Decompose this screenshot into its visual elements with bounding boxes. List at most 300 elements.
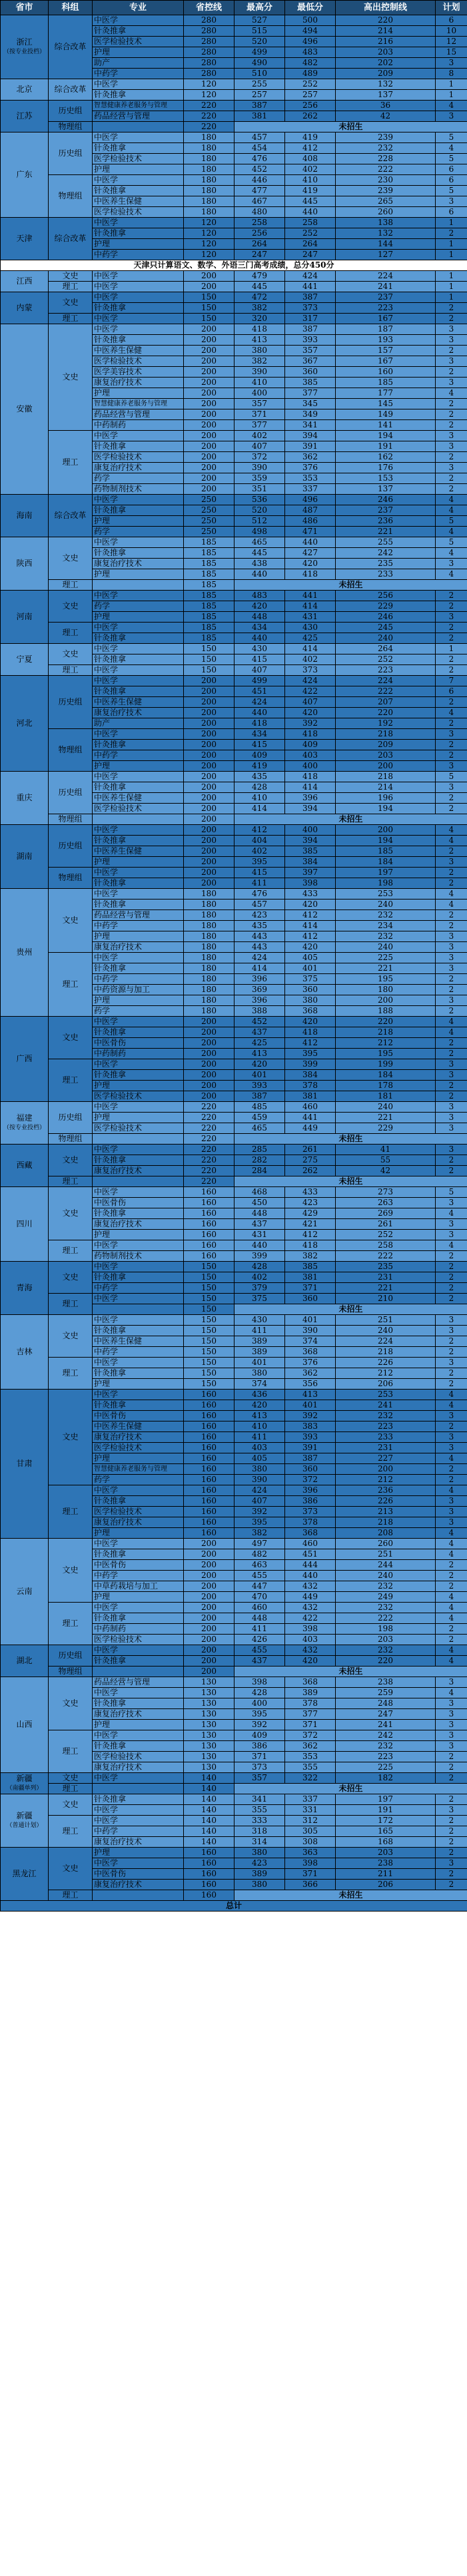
province-cell <box>1 132 49 218</box>
province-note: （普通计划） <box>6 1822 43 1829</box>
plan-cell: 2 <box>436 921 467 931</box>
plan-cell: 2 <box>436 1379 467 1390</box>
control-line-cell: 140 <box>184 1784 234 1794</box>
control-line-cell: 130 <box>184 1698 234 1709</box>
min-score-cell: 312 <box>285 1816 336 1826</box>
above-line-cell: 240 <box>336 942 436 953</box>
min-score-cell: 398 <box>285 878 336 889</box>
control-line-cell: 200 <box>184 463 234 473</box>
plan-cell: 3 <box>436 1145 467 1155</box>
province-name: 北京 <box>16 85 33 94</box>
min-score-cell: 367 <box>285 356 336 367</box>
group-cell: 文史 <box>49 292 93 314</box>
plan-cell: 2 <box>436 1006 467 1017</box>
province-name: 宁夏 <box>16 654 33 664</box>
min-score-cell: 432 <box>285 1581 336 1592</box>
max-score-cell: 379 <box>234 1283 285 1294</box>
max-score-cell: 451 <box>234 686 285 697</box>
group-cell: 文史 <box>49 591 93 623</box>
above-line-cell: 234 <box>336 921 436 931</box>
min-score-cell: 337 <box>285 484 336 495</box>
plan-cell: 1 <box>436 79 467 90</box>
min-score-cell: 421 <box>285 1219 336 1230</box>
table-row <box>1 772 467 782</box>
max-score-cell: 482 <box>234 1549 285 1560</box>
plan-cell: 4 <box>436 1603 467 1613</box>
major-cell: 针灸推拿 <box>93 1272 184 1283</box>
min-score-cell: 368 <box>285 1006 336 1017</box>
above-line-cell: 224 <box>336 1336 436 1347</box>
major-cell: 药品经营与管理 <box>93 910 184 921</box>
control-line-cell: 150 <box>184 292 234 303</box>
table-row <box>1 1667 467 1677</box>
control-line-cell: 160 <box>184 1421 234 1432</box>
max-score-cell: 380 <box>234 346 285 356</box>
above-line-cell: 176 <box>336 463 436 473</box>
group-cell: 文史 <box>49 324 93 431</box>
plan-cell: 3 <box>436 559 467 569</box>
max-score-cell: 390 <box>234 1475 285 1485</box>
major-cell: 中草药栽培与加工 <box>93 1581 184 1592</box>
min-score-cell: 422 <box>285 686 336 697</box>
control-line-cell: 200 <box>184 399 234 409</box>
major-cell: 护理 <box>93 388 184 399</box>
plan-cell: 2 <box>436 1155 467 1166</box>
min-score-cell: 374 <box>285 1336 336 1347</box>
max-score-cell: 499 <box>234 47 285 58</box>
max-score-cell: 401 <box>234 1070 285 1081</box>
plan-cell: 1 <box>436 239 467 250</box>
max-score-cell: 455 <box>234 1571 285 1581</box>
table-row <box>1 889 467 900</box>
plan-cell: 1 <box>436 90 467 101</box>
control-line-cell: 160 <box>184 1507 234 1517</box>
plan-cell: 2 <box>436 1294 467 1304</box>
max-score-cell: 425 <box>234 1038 285 1049</box>
min-score-cell: 403 <box>285 1635 336 1645</box>
above-line-cell: 261 <box>336 1219 436 1230</box>
above-line-cell: 222 <box>336 1613 436 1624</box>
control-line-cell: 180 <box>184 186 234 196</box>
control-line-cell: 220 <box>184 111 234 122</box>
above-line-cell: 260 <box>336 1539 436 1549</box>
min-score-cell: 425 <box>285 633 336 644</box>
max-score-cell: 410 <box>234 793 285 804</box>
control-line-cell: 200 <box>184 676 234 686</box>
plan-cell: 3 <box>436 1315 467 1326</box>
min-score-cell: 423 <box>285 1198 336 1208</box>
total-row <box>1 1901 467 1912</box>
min-score-cell: 419 <box>285 186 336 196</box>
control-line-cell: 180 <box>184 889 234 900</box>
group-cell: 历史组 <box>49 772 93 814</box>
plan-cell: 5 <box>436 154 467 164</box>
control-line-cell: 160 <box>184 1443 234 1453</box>
plan-cell: 4 <box>436 1528 467 1539</box>
table-row <box>1 623 467 633</box>
above-line-cell: 232 <box>336 1603 436 1613</box>
above-line-cell: 198 <box>336 1624 436 1635</box>
major-cell: 针灸推拿 <box>93 1496 184 1507</box>
plan-cell: 3 <box>436 1677 467 1688</box>
plan-cell: 5 <box>436 537 467 548</box>
plan-cell: 2 <box>436 1336 467 1347</box>
plan-cell: 2 <box>436 1081 467 1091</box>
max-score-cell: 420 <box>234 1059 285 1070</box>
above-line-cell: 263 <box>336 1198 436 1208</box>
max-score-cell: 371 <box>234 1752 285 1762</box>
table-row <box>1 1390 467 1400</box>
min-score-cell: 494 <box>285 26 336 37</box>
major-cell: 护理 <box>93 1453 184 1464</box>
major-cell: 中医学 <box>93 282 184 292</box>
major-cell: 康复治疗技术 <box>93 1219 184 1230</box>
major-cell: 中医学 <box>93 79 184 90</box>
min-score-cell: 401 <box>285 1400 336 1411</box>
control-line-cell: 200 <box>184 473 234 484</box>
plan-cell: 3 <box>436 1507 467 1517</box>
max-score-cell: 428 <box>234 782 285 793</box>
major-cell: 医学检验技术 <box>93 356 184 367</box>
major-cell: 医学检验技术 <box>93 452 184 463</box>
major-cell: 针灸推拿 <box>93 1208 184 1219</box>
major-cell <box>93 1784 184 1794</box>
min-score-cell: 322 <box>285 1773 336 1784</box>
min-score-cell: 486 <box>285 516 336 527</box>
control-line-cell: 200 <box>184 346 234 356</box>
province-cell <box>1 537 49 591</box>
plan-cell: 4 <box>436 569 467 580</box>
min-score-cell: 402 <box>285 654 336 665</box>
above-line-cell: 197 <box>336 1794 436 1805</box>
group-cell: 综合改革 <box>49 495 93 537</box>
min-score-cell: 414 <box>285 782 336 793</box>
above-line-cell: 157 <box>336 346 436 356</box>
above-line-cell: 184 <box>336 857 436 868</box>
min-score-cell: 373 <box>285 665 336 676</box>
plan-cell: 4 <box>436 1390 467 1400</box>
max-score-cell: 431 <box>234 1230 285 1240</box>
above-line-cell: 137 <box>336 484 436 495</box>
control-line-cell: 180 <box>184 942 234 953</box>
max-score-cell: 447 <box>234 1581 285 1592</box>
province-name: 四川 <box>16 1219 33 1228</box>
above-line-cell: 255 <box>336 537 436 548</box>
above-line-cell: 194 <box>336 804 436 814</box>
control-line-cell: 220 <box>184 1123 234 1134</box>
total-label: 总计 <box>1 1901 467 1912</box>
min-score-cell: 357 <box>285 346 336 356</box>
major-cell: 中医学 <box>93 1240 184 1251</box>
above-line-cell: 239 <box>336 132 436 143</box>
plan-cell: 3 <box>436 953 467 963</box>
min-score-cell: 430 <box>285 623 336 633</box>
above-line-cell: 200 <box>336 761 436 772</box>
max-score-cell: 404 <box>234 836 285 846</box>
min-score-cell: 368 <box>285 1677 336 1688</box>
major-cell: 中医学 <box>93 644 184 654</box>
max-score-cell: 445 <box>234 282 285 292</box>
min-score-cell: 496 <box>285 495 336 505</box>
min-score-cell: 360 <box>285 1294 336 1304</box>
major-cell: 中医学 <box>93 324 184 335</box>
control-line-cell: 120 <box>184 228 234 239</box>
above-line-cell: 246 <box>336 612 436 623</box>
major-cell: 中医学 <box>93 623 184 633</box>
control-line-cell: 185 <box>184 633 234 644</box>
min-score-cell: 460 <box>285 1539 336 1549</box>
control-line-cell: 280 <box>184 69 234 79</box>
above-line-cell: 233 <box>336 1432 436 1443</box>
max-score-cell: 419 <box>234 761 285 772</box>
above-line-cell: 225 <box>336 1762 436 1773</box>
table-row <box>1 1294 467 1304</box>
major-cell: 医学检验技术 <box>93 1507 184 1517</box>
max-score-cell: 435 <box>234 772 285 782</box>
max-score-cell: 355 <box>234 1805 285 1816</box>
major-cell: 针灸推拿 <box>93 878 184 889</box>
min-score-cell: 275 <box>285 1155 336 1166</box>
major-cell: 助产 <box>93 58 184 69</box>
above-line-cell: 195 <box>336 974 436 985</box>
major-cell: 针灸推拿 <box>93 143 184 154</box>
min-score-cell: 400 <box>285 761 336 772</box>
table-row <box>1 1645 467 1656</box>
min-score-cell: 412 <box>285 910 336 921</box>
above-line-cell: 203 <box>336 47 436 58</box>
max-score-cell: 341 <box>234 1794 285 1805</box>
major-cell: 中医学 <box>93 825 184 836</box>
plan-cell: 3 <box>436 356 467 367</box>
above-line-cell: 197 <box>336 868 436 878</box>
major-cell: 药学 <box>93 1475 184 1485</box>
plan-cell: 5 <box>436 186 467 196</box>
major-cell: 中医学 <box>93 292 184 303</box>
tianjin-note: 天津只计算语文、数学、外语三门高考成绩，总分450分 <box>1 260 467 271</box>
plan-cell: 3 <box>436 1698 467 1709</box>
major-cell: 中医学 <box>93 868 184 878</box>
plan-cell: 2 <box>436 868 467 878</box>
above-line-cell: 224 <box>336 676 436 686</box>
max-score-cell: 411 <box>234 878 285 889</box>
table-row <box>1 1059 467 1070</box>
min-score-cell: 440 <box>285 1571 336 1581</box>
max-score-cell: 418 <box>234 718 285 729</box>
control-line-cell: 220 <box>184 1102 234 1113</box>
above-line-cell: 184 <box>336 1070 436 1081</box>
above-line-cell: 203 <box>336 1848 436 1858</box>
control-line-cell: 200 <box>184 271 234 282</box>
province-name: 云南 <box>16 1587 33 1596</box>
min-score-cell: 331 <box>285 1805 336 1816</box>
min-score-cell: 399 <box>285 1059 336 1070</box>
major-cell: 药学 <box>93 1006 184 1017</box>
major-cell: 中药制药 <box>93 420 184 431</box>
min-score-cell: 418 <box>285 729 336 740</box>
province-cell <box>1 1262 49 1315</box>
min-score-cell: 392 <box>285 718 336 729</box>
plan-cell: 3 <box>436 857 467 868</box>
above-line-cell: 200 <box>336 825 436 836</box>
control-line-cell: 180 <box>184 154 234 164</box>
min-score-cell: 420 <box>285 559 336 569</box>
control-line-cell: 160 <box>184 1390 234 1400</box>
above-line-cell: 237 <box>336 505 436 516</box>
above-line-cell: 231 <box>336 1272 436 1283</box>
plan-cell: 3 <box>436 963 467 974</box>
min-score-cell: 353 <box>285 473 336 484</box>
max-score-cell: 314 <box>234 1837 285 1848</box>
control-line-cell: 200 <box>184 388 234 399</box>
major-cell: 针灸推拿 <box>93 1794 184 1805</box>
plan-cell: 1 <box>436 292 467 303</box>
control-line-cell: 200 <box>184 335 234 346</box>
max-score-cell: 382 <box>234 356 285 367</box>
above-line-cell: 232 <box>336 1645 436 1656</box>
plan-cell: 4 <box>436 825 467 836</box>
above-line-cell: 222 <box>336 686 436 697</box>
province-name: 河北 <box>16 718 33 728</box>
above-line-cell: 236 <box>336 516 436 527</box>
control-line-cell: 150 <box>184 654 234 665</box>
not-enrolled-cell: 未招生 <box>234 1890 467 1901</box>
above-line-cell: 211 <box>336 1869 436 1880</box>
min-score-cell: 387 <box>285 292 336 303</box>
max-score-cell: 437 <box>234 1027 285 1038</box>
max-score-cell: 371 <box>234 409 285 420</box>
plan-cell: 3 <box>436 1123 467 1134</box>
major-cell: 中医骨伤 <box>93 1198 184 1208</box>
max-score-cell: 411 <box>234 1432 285 1443</box>
major-cell <box>93 1134 184 1145</box>
group-cell: 文史 <box>49 271 93 282</box>
province-cell <box>1 1773 49 1794</box>
province-name: 新疆 <box>16 1773 33 1783</box>
max-score-cell: 320 <box>234 314 285 324</box>
max-score-cell: 510 <box>234 69 285 79</box>
control-line-cell: 150 <box>184 314 234 324</box>
max-score-cell: 382 <box>234 303 285 314</box>
group-cell: 理工 <box>49 431 93 495</box>
min-score-cell: 362 <box>285 452 336 463</box>
above-line-cell: 206 <box>336 1880 436 1890</box>
control-line-cell: 130 <box>184 1741 234 1752</box>
major-cell: 中医学 <box>93 537 184 548</box>
province-cell <box>1 1187 49 1262</box>
group-cell: 文史 <box>49 1677 93 1730</box>
major-cell: 医学检验技术 <box>93 1091 184 1102</box>
table-row <box>1 1134 467 1145</box>
plan-cell: 4 <box>436 1645 467 1656</box>
max-score-cell: 373 <box>234 1762 285 1773</box>
major-cell: 中医养生保健 <box>93 846 184 857</box>
plan-cell: 2 <box>436 1869 467 1880</box>
group-cell: 物理组 <box>49 1134 93 1145</box>
not-enrolled-cell: 未招生 <box>234 122 467 132</box>
max-score-cell: 472 <box>234 292 285 303</box>
control-line-cell: 150 <box>184 303 234 314</box>
plan-cell: 2 <box>436 1347 467 1358</box>
major-cell: 护理 <box>93 47 184 58</box>
control-line-cell: 185 <box>184 569 234 580</box>
major-cell: 医学美容技术 <box>93 367 184 378</box>
max-score-cell: 396 <box>234 995 285 1006</box>
table-row <box>1 292 467 303</box>
control-line-cell: 150 <box>184 1336 234 1347</box>
plan-cell: 4 <box>436 889 467 900</box>
plan-cell: 3 <box>436 995 467 1006</box>
above-line-cell: 220 <box>336 1017 436 1027</box>
control-line-cell: 200 <box>184 772 234 782</box>
control-line-cell: 200 <box>184 697 234 708</box>
control-line-cell: 280 <box>184 26 234 37</box>
plan-cell: 2 <box>436 303 467 314</box>
min-score-cell: 432 <box>285 1603 336 1613</box>
control-line-cell: 160 <box>184 1453 234 1464</box>
plan-cell: 4 <box>436 1485 467 1496</box>
major-cell: 中医学 <box>93 1187 184 1198</box>
above-line-cell: 212 <box>336 1038 436 1049</box>
major-cell: 中医骨伤 <box>93 1560 184 1571</box>
max-score-cell: 405 <box>234 1453 285 1464</box>
control-line-cell: 200 <box>184 878 234 889</box>
province-name: 贵州 <box>16 947 33 957</box>
province-name: 陕西 <box>16 559 33 568</box>
min-score-cell: 422 <box>285 1613 336 1624</box>
major-cell: 药物制剂技术 <box>93 1251 184 1262</box>
table-row <box>1 1539 467 1549</box>
control-line-cell: 200 <box>184 282 234 292</box>
min-score-cell: 420 <box>285 900 336 910</box>
min-score-cell: 401 <box>285 1315 336 1326</box>
major-cell: 中医学 <box>93 1059 184 1070</box>
major-cell: 智慧健康养老服务与管理 <box>93 1464 184 1475</box>
control-line-cell: 160 <box>184 1869 234 1880</box>
province-name: 西藏 <box>16 1160 33 1170</box>
max-score-cell: 498 <box>234 527 285 537</box>
plan-cell: 2 <box>436 1251 467 1262</box>
plan-cell: 6 <box>436 15 467 26</box>
min-score-cell: 257 <box>285 90 336 101</box>
above-line-cell: 232 <box>336 143 436 154</box>
min-score-cell: 408 <box>285 154 336 164</box>
max-score-cell: 499 <box>234 676 285 686</box>
major-cell: 中医学 <box>93 495 184 505</box>
plan-cell: 3 <box>436 1496 467 1507</box>
max-score-cell: 414 <box>234 963 285 974</box>
min-score-cell: 407 <box>285 697 336 708</box>
max-score-cell: 392 <box>234 1720 285 1730</box>
plan-cell: 2 <box>436 1880 467 1890</box>
above-line-cell: 200 <box>336 995 436 1006</box>
min-score-cell: 401 <box>285 963 336 974</box>
major-cell: 中医养生保健 <box>93 346 184 356</box>
min-score-cell: 431 <box>285 612 336 623</box>
major-cell: 康复治疗技术 <box>93 1837 184 1848</box>
max-score-cell: 387 <box>234 1091 285 1102</box>
control-line-cell: 200 <box>184 1059 234 1070</box>
plan-cell: 4 <box>436 1017 467 1027</box>
control-line-cell: 200 <box>184 356 234 367</box>
max-score-cell: 424 <box>234 953 285 963</box>
max-score-cell: 412 <box>234 825 285 836</box>
max-score-cell: 460 <box>234 1603 285 1613</box>
above-line-cell: 132 <box>336 228 436 239</box>
control-line-cell: 150 <box>184 1315 234 1326</box>
control-line-cell: 150 <box>184 1262 234 1272</box>
major-cell: 中医骨伤 <box>93 1869 184 1880</box>
above-line-cell: 185 <box>336 846 436 857</box>
